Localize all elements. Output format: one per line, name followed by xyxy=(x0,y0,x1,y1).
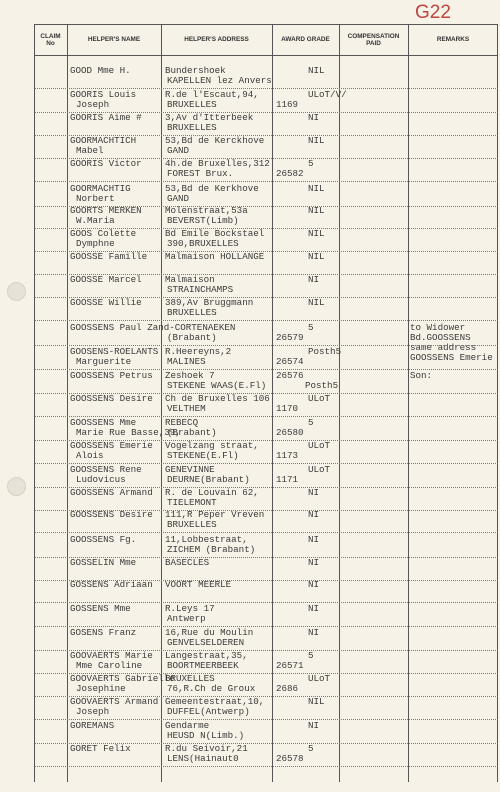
header-remarks: REMARKS xyxy=(436,36,470,44)
award-number: 26579 xyxy=(276,332,304,343)
table-row xyxy=(0,347,500,368)
helper-name: GOORIS Aime # xyxy=(70,112,142,123)
helper-name-cont: Alois xyxy=(76,450,104,461)
helper-address: 3,Av d'Itterbeek xyxy=(165,112,254,123)
header-compensation: COMPENSATION PAID xyxy=(347,32,400,47)
award-grade: ULoT xyxy=(308,673,331,684)
award-grade: NI xyxy=(308,627,320,638)
helper-name-cont: Mabel xyxy=(76,145,104,156)
award-grade: NI xyxy=(308,534,320,545)
award-grade: ULoT xyxy=(308,440,331,451)
helper-name: GOOSSENS Mme xyxy=(70,417,137,428)
award-grade: NIL xyxy=(308,65,325,76)
helper-address: 4h.de Bruxelles,312 xyxy=(165,158,270,169)
helper-name: GOSENS Franz xyxy=(70,627,137,638)
award-grade: NIL xyxy=(308,228,325,239)
table-row xyxy=(0,580,500,601)
helper-name: GOOVAERTS Marie xyxy=(70,650,153,661)
header-bottom-rule xyxy=(34,55,498,56)
table-row xyxy=(0,418,500,439)
table-row xyxy=(0,674,500,695)
helper-address-cont: KAPELLEN lez Anvers xyxy=(167,75,272,86)
helper-address-cont: GAND xyxy=(167,193,190,204)
helper-address-cont: BRUXELLES xyxy=(167,122,217,133)
helper-name: GORET Felix xyxy=(70,743,131,754)
helper-address: Zeshoek 7 xyxy=(165,370,215,381)
award-grade: ULoT xyxy=(308,393,331,404)
helper-address-cont: BRUXELLES xyxy=(167,99,217,110)
helper-address-cont: MALINES xyxy=(167,356,206,367)
helper-name: GOOSSENS Desire xyxy=(70,393,153,404)
award-grade: 5 xyxy=(308,322,314,333)
helper-address-cont: DEURNE(Brabant) xyxy=(167,474,250,485)
helper-address-cont: STEKENE WAAS(E.Fl) xyxy=(167,380,267,391)
table-row xyxy=(0,136,500,157)
helper-name-cont: Marguerite xyxy=(76,356,132,367)
award-grade: 5 xyxy=(308,417,314,428)
award-grade: NIL xyxy=(308,205,325,216)
helper-name: GOOSSE Willie xyxy=(70,297,142,308)
helper-address: BRUXELLES xyxy=(165,673,215,684)
header-helper-address: HELPER'S ADDRESS xyxy=(184,36,249,44)
helper-address: Bundershoek xyxy=(165,65,226,76)
award-number: 1169 xyxy=(276,99,299,110)
helper-address: 389,Av Bruggmann xyxy=(165,297,254,308)
helper-name-cont: Norbert xyxy=(76,193,115,204)
award-grade: NI xyxy=(308,274,320,285)
award-number: 1173 xyxy=(276,450,299,461)
row-rule xyxy=(35,320,498,321)
award-grade: NIL xyxy=(308,251,325,262)
helper-name-cont: Ludovicus xyxy=(76,474,126,485)
helper-address-cont: 390,BRUXELLES xyxy=(167,238,239,249)
table-row xyxy=(0,651,500,672)
table-row xyxy=(0,535,500,556)
table-row xyxy=(0,90,500,111)
helper-name-cont: Josephine xyxy=(76,683,126,694)
table-row xyxy=(0,441,500,462)
helper-address-cont: VELTHEM xyxy=(167,403,206,414)
award-number: 26582 xyxy=(276,168,304,179)
helper-address: Bd Emile Bockstael xyxy=(165,228,265,239)
row-rule xyxy=(35,532,498,533)
award-grade: NIL xyxy=(308,183,325,194)
award-number: 1170 xyxy=(276,403,299,414)
helper-name: GOORMACHTICH xyxy=(70,135,137,146)
table-row xyxy=(0,229,500,250)
award-grade: NIL xyxy=(308,297,325,308)
helper-address: Malmaison xyxy=(165,274,215,285)
helper-name: GOOSSE Famille xyxy=(70,251,148,262)
helper-address-cont: BEVERST(Limb) xyxy=(167,215,239,226)
helper-address-cont: TIELEMONT xyxy=(167,497,217,508)
award-number: 1171 xyxy=(276,474,299,485)
helper-address: Gendarme xyxy=(165,720,210,731)
table-row xyxy=(0,159,500,180)
helper-address: 53,Bd de Kerkhove xyxy=(165,183,259,194)
helper-name-cont: Mme Caroline xyxy=(76,660,143,671)
award-grade: Posth5 xyxy=(308,346,342,357)
helper-name: GOOSSE Marcel xyxy=(70,274,142,285)
helper-name: GOOSSENS Rene xyxy=(70,464,142,475)
award-grade: NIL xyxy=(308,135,325,146)
page-mark: G22 xyxy=(415,2,451,23)
award-grade: ULoT/V/ xyxy=(308,89,347,100)
table-row xyxy=(0,252,500,273)
award-grade: NI xyxy=(308,603,320,614)
helper-address-cont: BOORTMEERBEEK xyxy=(167,660,239,671)
helper-address: Malmaison HOLLANGE xyxy=(165,251,265,262)
award-number: 26571 xyxy=(276,660,304,671)
helper-name: GOORMACHTIG xyxy=(70,183,131,194)
helper-name: GOOSENS-ROELANTS xyxy=(70,346,159,357)
helper-address: R. de Louvain 62, xyxy=(165,487,259,498)
table-row xyxy=(0,604,500,625)
table-row xyxy=(0,510,500,531)
award-grade: NI xyxy=(308,579,320,590)
helper-address-cont: ZICHEM (Brabant) xyxy=(167,544,256,555)
header-claim: CLAIM No xyxy=(40,32,61,47)
helper-address: 11,Lobbestraat, xyxy=(165,534,248,545)
header-award-grade: AWARD GRADE xyxy=(281,36,330,44)
helper-name: GOOSSENS Armand xyxy=(70,487,153,498)
award-number: 2686 xyxy=(276,683,299,694)
award-grade: 5 xyxy=(308,158,314,169)
helper-address: Molenstraat,53a xyxy=(165,205,248,216)
table-row xyxy=(0,184,500,205)
table-row xyxy=(0,721,500,742)
helper-name: GOOS Colette xyxy=(70,228,137,239)
helper-name-cont: Dymphne xyxy=(76,238,115,249)
award-number: 26578 xyxy=(276,753,304,764)
remark: to Widower xyxy=(410,322,466,333)
table-row xyxy=(0,206,500,227)
helper-address-cont: STRAINCHAMPS xyxy=(167,284,234,295)
award-number: 26580 xyxy=(276,427,304,438)
helper-name-cont: Marie Rue Basse,39, xyxy=(76,427,181,438)
helper-address-cont: BRUXELLES xyxy=(167,307,217,318)
helper-address-cont: GENVELSELDEREN xyxy=(167,637,245,648)
remark: same address xyxy=(410,342,477,353)
helper-address-cont: 76,R.Ch de Groux xyxy=(167,683,256,694)
helper-name: GOSSELIN Mme xyxy=(70,557,137,568)
table-row xyxy=(0,558,500,579)
helper-name: GOSSENS Adriaan xyxy=(70,579,153,590)
helper-address: GENEVINNE xyxy=(165,464,215,475)
helper-name: GOORTS MERKEN xyxy=(70,205,142,216)
award-grade: 5 xyxy=(308,650,314,661)
award-grade: NI xyxy=(308,720,320,731)
table-row xyxy=(0,298,500,319)
row-rule xyxy=(35,181,498,182)
award-grade: 5 xyxy=(308,743,314,754)
table-row xyxy=(0,113,500,134)
helper-name: GOREMANS xyxy=(70,720,115,731)
award-grade: Posth5 xyxy=(305,380,339,391)
helper-address-cont: STEKENE(E.Fl) xyxy=(167,450,239,461)
helper-address-cont: (Brabant) xyxy=(167,427,217,438)
helper-address: 111,R Peper Vreven xyxy=(165,509,265,520)
table-row xyxy=(0,394,500,415)
helper-address-cont: (Brabant) xyxy=(167,332,217,343)
header-top-rule xyxy=(34,24,498,25)
helper-address-cont: GAND xyxy=(167,145,190,156)
helper-address-cont: Antwerp xyxy=(167,613,206,624)
helper-name: GOOVAERTS Armand xyxy=(70,696,159,707)
helper-name: GOOD Mme H. xyxy=(70,65,131,76)
helper-address: R.Heereyns,2 xyxy=(165,346,232,357)
remark: Son: xyxy=(410,370,433,381)
remark: GOOSSENS Emerie xyxy=(410,352,493,363)
award-grade: NI xyxy=(308,487,320,498)
table-row xyxy=(0,744,500,765)
table-row xyxy=(0,371,500,392)
remark: Bd.GOOSSENS xyxy=(410,332,471,343)
helper-address-cont: HEUSD N(Limb.) xyxy=(167,730,245,741)
helper-address: Langestraat,35, xyxy=(165,650,248,661)
helper-address: 53,Bd de Kerckhove xyxy=(165,135,265,146)
award-grade: NI xyxy=(308,557,320,568)
helper-name: GOORIS Louis xyxy=(70,89,137,100)
helper-address: R.Leys 17 xyxy=(165,603,215,614)
helper-address: 16,Rue du Moulin xyxy=(165,627,254,638)
award-grade: NI xyxy=(308,509,320,520)
table-row xyxy=(0,275,500,296)
header-helper-name: HELPER'S NAME xyxy=(87,36,141,44)
table-row xyxy=(0,628,500,649)
table-row xyxy=(0,697,500,718)
award-grade: NI xyxy=(308,112,320,123)
helper-address-cont: DUFFEL(Antwerp) xyxy=(167,706,250,717)
helper-address: R.du Seivoir,21 xyxy=(165,743,248,754)
helper-name: GOORIS Victor xyxy=(70,158,142,169)
award-grade: ULoT xyxy=(308,464,331,475)
award-grade: NIL xyxy=(308,696,325,707)
helper-address: Vogelzang straat, xyxy=(165,440,259,451)
helper-name-cont: W.Maria xyxy=(76,215,115,226)
helper-name: GOOSSENS Fg. xyxy=(70,534,137,545)
helper-name: GOOVAERTS Gabrielle xyxy=(70,673,175,684)
helper-name: GOSSENS Mme xyxy=(70,603,131,614)
helper-name: GOOSSENS Emerie xyxy=(70,440,153,451)
helper-address-cont: FOREST Brux. xyxy=(167,168,234,179)
helper-address: R.de l'Escaut,94, xyxy=(165,89,259,100)
helper-address-cont: BRUXELLES xyxy=(167,519,217,530)
table-row xyxy=(0,465,500,486)
helper-name-cont: Joseph xyxy=(76,706,110,717)
award-number: 26574 xyxy=(276,356,304,367)
helper-address: REBECQ xyxy=(165,417,199,428)
award-number: 26576 xyxy=(276,370,304,381)
helper-name: GOOSSENS Petrus xyxy=(70,370,153,381)
helper-address: BASECLES xyxy=(165,557,210,568)
helper-address-cont: LENS(Hainaut0 xyxy=(167,753,239,764)
helper-address: Gemeentestraat,10, xyxy=(165,696,265,707)
table-row xyxy=(0,66,500,87)
table-row xyxy=(0,488,500,509)
helper-name: GOOSSENS Desire xyxy=(70,509,153,520)
row-rule xyxy=(35,766,498,767)
helper-name: GOOSSENS Paul Zand-CORTENAEKEN xyxy=(70,322,236,333)
helper-name-cont: Joseph xyxy=(76,99,110,110)
helper-address: Ch de Bruxelles 106 xyxy=(165,393,270,404)
helper-address: VOORT MEERLE xyxy=(165,579,232,590)
